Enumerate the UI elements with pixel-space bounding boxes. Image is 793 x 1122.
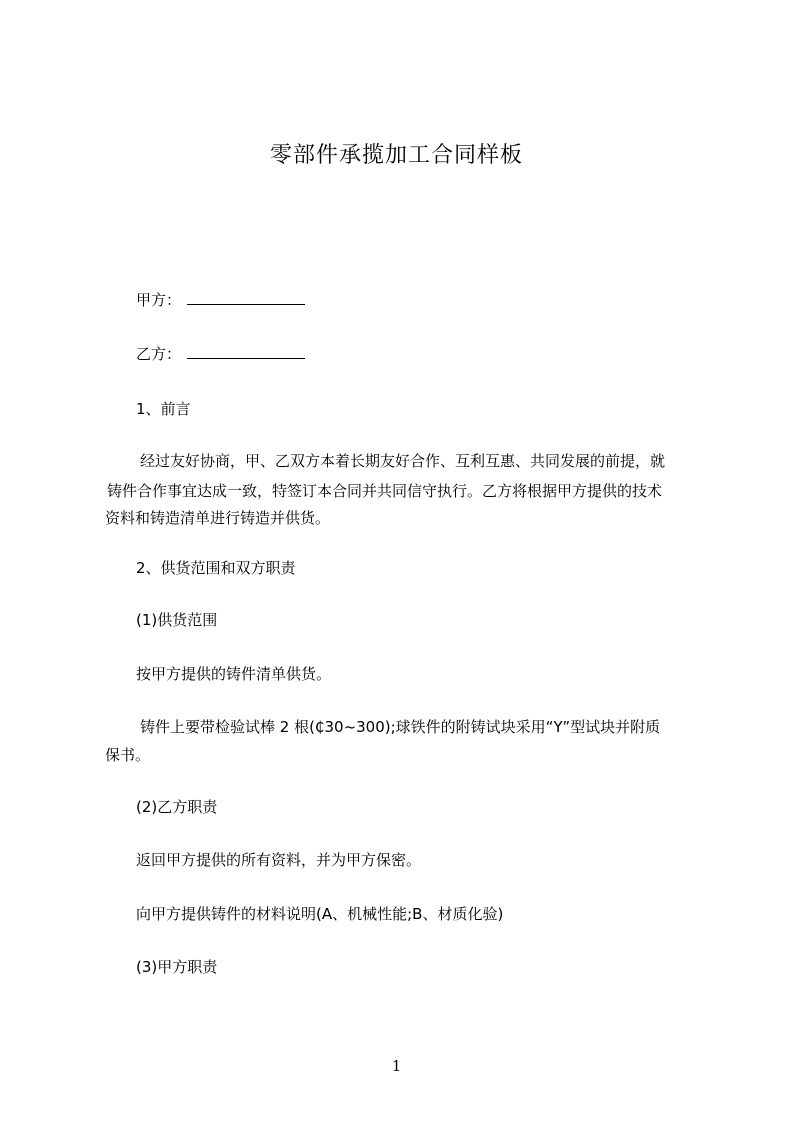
sub2-line2: 向甲方提供铸件的材料说明(A、机械性能;B、材质化验) <box>136 905 504 923</box>
section1-heading: 1、前言 <box>136 400 191 418</box>
sub1-line1: 按甲方提供的铸件清单供货。 <box>136 665 332 683</box>
party-a-label: 甲方： <box>136 291 182 309</box>
party-b-label: 乙方： <box>136 345 182 363</box>
sub1-line2b: 保书。 <box>105 746 151 764</box>
party-a-line <box>136 286 305 315</box>
sub2-line1: 返回甲方提供的所有资料，并为甲方保密。 <box>136 851 422 869</box>
party-b-blank <box>187 344 305 359</box>
section1-para-line3: 资料和铸造清单进行铸造并供货。 <box>105 509 331 527</box>
party-b-line <box>136 340 305 369</box>
party-a-blank <box>187 290 305 305</box>
page-number: 1 <box>391 1057 402 1075</box>
section1-para-line2: 铸件合作事宜达成一致，特签订本合同并共同信守执行。乙方将根据甲方提供的技术 <box>107 482 663 500</box>
sub1-line2a: 铸件上要带检验试棒 2 根(₵30~300);球铁件的附铸试块采用“Y”型试块并附质 <box>140 718 661 736</box>
section1-para-line1: 经过友好协商，甲、乙双方本着长期友好合作、互利互惠、共同发展的前提，就 <box>140 452 666 470</box>
sub3-heading: (3)甲方职责 <box>136 958 218 976</box>
sub1-heading: (1)供货范围 <box>136 611 218 629</box>
section2-heading: 2、供货范围和双方职责 <box>136 559 296 577</box>
sub2-heading: (2)乙方职责 <box>136 798 218 816</box>
document-title: 零部件承揽加工合同样板 <box>269 143 523 168</box>
